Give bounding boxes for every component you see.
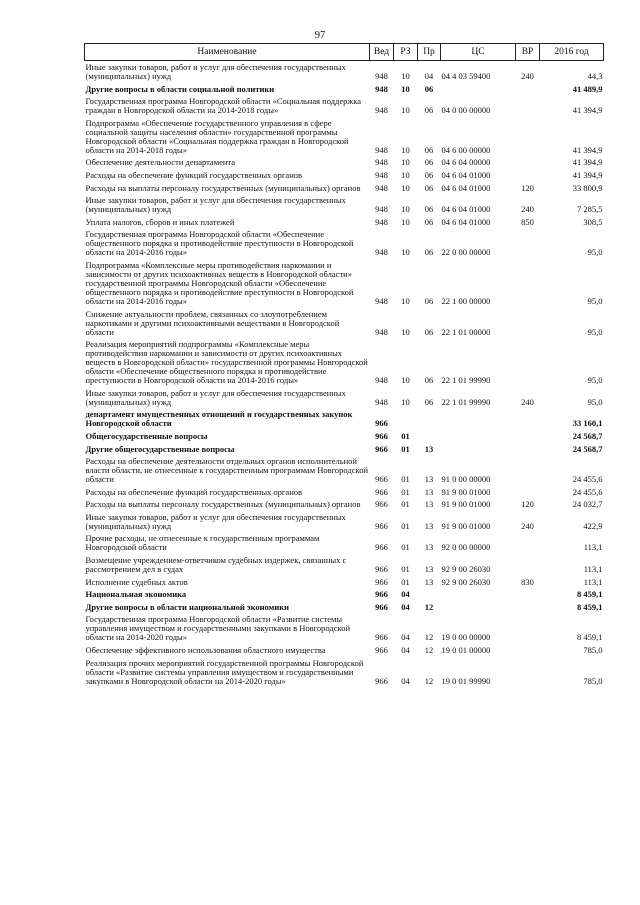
- table-header-row: [85, 44, 604, 61]
- table-row: [85, 588, 604, 601]
- cell-ved: 948: [375, 169, 388, 180]
- cell-ved: 948: [375, 396, 388, 407]
- table-row: [85, 408, 604, 430]
- cell-amount: 95,0: [587, 396, 603, 407]
- table-row: [85, 338, 604, 387]
- cell-rz: 01: [401, 564, 410, 575]
- cell-ved: 948: [375, 83, 388, 94]
- cell-vr: [516, 601, 540, 614]
- cell-ved: 948: [375, 105, 388, 116]
- cell-amount: 113,1: [583, 564, 603, 575]
- cell-cs: 04 0 00 00000: [441, 105, 491, 116]
- cell-rz: 01: [401, 486, 410, 497]
- cell-name: Государственная программа Новгородской области «Социальная поддержка граждан в Новгородской области на 2014-2018 годы»: [85, 96, 362, 116]
- cell-pr: 06: [424, 375, 434, 386]
- cell-vr: [516, 408, 540, 430]
- table-row: [85, 156, 604, 169]
- cell-vr: [516, 455, 540, 486]
- cell-amount: 41 394,9: [572, 105, 603, 116]
- header-name: Наименование: [85, 44, 370, 61]
- cell-rz: 01: [401, 443, 410, 454]
- cell-amount: 8 459,1: [577, 589, 603, 600]
- cell-vr: [516, 259, 540, 308]
- cell-pr: 13: [424, 576, 434, 587]
- table-body: [85, 61, 604, 688]
- cell-name: департамент имущественных отношений и государственных закупок Новгородской области: [85, 409, 353, 429]
- cell-cs: 91 9 00 01000: [441, 486, 491, 497]
- cell-cs: 22 1 01 00000: [441, 326, 491, 337]
- cell-ved: 966: [375, 675, 388, 686]
- cell-name: Реализация мероприятий подпрограммы «Комплексные меры противодействия наркомании и зависимости от других психоактивных веществ в Новгородской области» государственной программы Новгородской области «Обеспечение общественного порядка и противодействие преступности в Новгородской области на 2014-2016 годы»: [85, 339, 368, 386]
- cell-cs: 04 4 03 59400: [441, 71, 491, 81]
- cell-cs: 04 6 04 01000: [441, 169, 491, 180]
- cell-pr: 06: [424, 182, 434, 193]
- cell-vr: [516, 613, 540, 644]
- cell-cs: 91 9 00 01000: [441, 520, 491, 531]
- cell-vr: 240: [521, 204, 534, 215]
- cell-vr: 830: [521, 576, 534, 587]
- cell-vr: [516, 554, 540, 576]
- cell-ved: 948: [375, 71, 388, 81]
- cell-vr: 240: [521, 520, 534, 531]
- cell-name: Реализация прочих мероприятий государственной программы Новгородской области «Развитие системы управления имуществом и государственными закупками в Новгородской области на 2014-2020 годы»: [85, 657, 364, 686]
- cell-name: Расходы на обеспечение функций государственных органов: [85, 486, 303, 497]
- cell-cs: 92 0 00 00000: [441, 542, 491, 553]
- table-row: [85, 601, 604, 614]
- cell-vr: [516, 228, 540, 259]
- cell-vr: [516, 486, 540, 499]
- table-row: [85, 644, 604, 657]
- cell-pr: 13: [424, 542, 434, 553]
- cell-name: Обеспечение эффективного использования областного имущества: [85, 645, 326, 656]
- cell-amount: 785,0: [583, 645, 603, 656]
- cell-pr: 13: [424, 443, 434, 454]
- cell-name: Иные закупки товаров, работ и услуг для обеспечения государственных (муниципальных) нужд: [85, 195, 346, 215]
- cell-ved: 966: [375, 601, 388, 612]
- cell-cs: 04 6 04 00000: [441, 157, 491, 168]
- cell-rz: 10: [401, 83, 410, 94]
- cell-vr: [516, 657, 540, 688]
- cell-ved: 948: [375, 204, 388, 215]
- cell-amount: 95,0: [587, 326, 603, 337]
- cell-rz: 04: [401, 589, 410, 600]
- cell-vr: [516, 95, 540, 117]
- cell-cs: 22 1 00 00000: [441, 295, 491, 306]
- cell-rz: 10: [401, 295, 410, 306]
- cell-amount: 422,9: [583, 520, 603, 531]
- cell-pr: 06: [424, 247, 434, 258]
- cell-rz: [394, 408, 418, 430]
- table-row: [85, 554, 604, 576]
- cell-name: Общегосударственные вопросы: [85, 430, 208, 441]
- cell-amount: 24 455,6: [572, 474, 603, 485]
- cell-cs: 22 1 01 99990: [441, 396, 491, 407]
- cell-name: Иные закупки товаров, работ и услуг для обеспечения государственных (муниципальных) нужд: [85, 387, 346, 407]
- cell-cs: 19 0 01 99990: [441, 675, 491, 686]
- cell-vr: [516, 588, 540, 601]
- cell-amount: 113,1: [583, 542, 603, 553]
- cell-name: Другие общегосударственные вопросы: [85, 443, 235, 454]
- cell-name: Исполнение судебных актов: [85, 576, 188, 587]
- cell-ved: 948: [375, 326, 388, 337]
- cell-vr: 120: [521, 499, 534, 510]
- cell-rz: 01: [401, 576, 410, 587]
- cell-pr: 13: [424, 564, 434, 575]
- cell-name: Иные закупки товаров, работ и услуг для обеспечения государственных (муниципальных) нужд: [85, 62, 346, 81]
- cell-cs: 92 9 00 26030: [441, 576, 491, 587]
- cell-ved: 948: [375, 182, 388, 193]
- cell-cs: 91 9 00 01000: [441, 499, 491, 510]
- cell-cs: [441, 430, 516, 443]
- cell-rz: 01: [401, 499, 410, 510]
- cell-amount: 41 394,9: [572, 169, 603, 180]
- cell-amount: 41 489,9: [572, 83, 603, 94]
- cell-ved: 948: [375, 157, 388, 168]
- header-cs: ЦС: [441, 44, 516, 61]
- cell-rz: 04: [401, 601, 410, 612]
- page-number: 97: [314, 30, 326, 41]
- table-row: [85, 387, 604, 409]
- table-row: [85, 455, 604, 486]
- cell-cs: 22 1 01 99990: [441, 375, 491, 386]
- cell-name: Другие вопросы в области социальной политики: [85, 83, 275, 94]
- cell-rz: 04: [401, 675, 410, 686]
- cell-vr: 240: [521, 396, 534, 407]
- table-row: [85, 259, 604, 308]
- cell-ved: 948: [375, 216, 388, 227]
- cell-amount: 308,5: [583, 216, 603, 227]
- cell-cs: [441, 408, 516, 430]
- cell-pr: 06: [424, 83, 434, 94]
- cell-amount: 41 394,9: [572, 144, 603, 155]
- cell-pr: 06: [424, 326, 434, 337]
- cell-ved: 966: [375, 576, 388, 587]
- cell-ved: 966: [375, 564, 388, 575]
- cell-pr: 06: [424, 216, 434, 227]
- cell-pr: 04: [424, 71, 434, 81]
- cell-ved: 966: [375, 474, 388, 485]
- cell-vr: [516, 338, 540, 387]
- cell-pr: 13: [424, 520, 434, 531]
- cell-pr: 06: [424, 144, 434, 155]
- table-row: [85, 430, 604, 443]
- cell-rz: 10: [401, 396, 410, 407]
- cell-cs: 91 0 00 00000: [441, 474, 491, 485]
- cell-pr: 12: [424, 675, 434, 686]
- cell-name: Снижение актуальности проблем, связанных со злоупотреблением наркотиками и другими психоактивными веществами в Новгородской области: [85, 308, 340, 337]
- cell-pr: 12: [424, 645, 434, 656]
- header-ved: Вед: [370, 44, 394, 61]
- table-row: [85, 613, 604, 644]
- cell-pr: 06: [424, 396, 434, 407]
- cell-ved: 948: [375, 247, 388, 258]
- cell-pr: 06: [424, 157, 434, 168]
- cell-name: Государственная программа Новгородской области «Развитие системы управления имуществом и государственными закупками в Новгородской области на 2014-2020 годы»: [85, 614, 351, 643]
- cell-amount: 41 394,9: [572, 157, 603, 168]
- cell-amount: 33 800,9: [572, 182, 603, 193]
- cell-ved: 948: [375, 375, 388, 386]
- cell-amount: 95,0: [587, 295, 603, 306]
- cell-rz: 10: [401, 326, 410, 337]
- cell-cs: [441, 443, 516, 456]
- header-rz: РЗ: [394, 44, 418, 61]
- cell-ved: 966: [375, 430, 388, 441]
- cell-amount: 24 568,7: [572, 430, 603, 441]
- cell-rz: 10: [401, 247, 410, 258]
- table-row: [85, 228, 604, 259]
- cell-vr: [516, 430, 540, 443]
- cell-pr: [418, 408, 441, 430]
- cell-cs: 04 6 00 00000: [441, 144, 491, 155]
- cell-rz: 10: [401, 182, 410, 193]
- cell-ved: 966: [375, 443, 388, 454]
- cell-amount: 8 459,1: [577, 601, 603, 612]
- cell-ved: 966: [375, 589, 388, 600]
- table-row: [85, 511, 604, 533]
- table-row: [85, 169, 604, 182]
- cell-rz: 04: [401, 645, 410, 656]
- cell-rz: 10: [401, 216, 410, 227]
- cell-vr: 120: [521, 182, 534, 193]
- cell-vr: [516, 644, 540, 657]
- table-row: [85, 498, 604, 511]
- cell-rz: 01: [401, 474, 410, 485]
- table-row: [85, 182, 604, 195]
- cell-rz: 04: [401, 632, 410, 643]
- cell-amount: 24 032,7: [572, 499, 603, 510]
- cell-vr: [516, 156, 540, 169]
- cell-ved: 966: [375, 486, 388, 497]
- table-row: [85, 83, 604, 96]
- cell-cs: 19 0 01 00000: [441, 645, 491, 656]
- cell-name: Обеспечение деятельности департамента: [85, 157, 235, 168]
- table-row: [85, 532, 604, 554]
- cell-pr: 13: [424, 499, 434, 510]
- table-row: [85, 61, 604, 83]
- table-row: [85, 576, 604, 589]
- table-row: [85, 194, 604, 216]
- cell-ved: 966: [375, 645, 388, 656]
- cell-rz: 10: [401, 169, 410, 180]
- cell-name: Прочие расходы, не отнесенные к государственным программам Новгородской области: [85, 533, 320, 553]
- header-amount: 2016 год: [540, 44, 604, 61]
- cell-pr: [418, 430, 441, 443]
- cell-vr: [516, 117, 540, 157]
- cell-vr: [516, 532, 540, 554]
- cell-amount: 7 285,5: [577, 204, 603, 215]
- cell-pr: 12: [424, 632, 434, 643]
- cell-cs: 22 0 00 00000: [441, 247, 491, 258]
- cell-vr: [516, 308, 540, 339]
- cell-name: Подпрограмма «Комплексные меры противодействия наркомании и зависимости от других психоактивных веществ в Новгородской области» государственной программы Новгородской области «Обеспечение общественного порядка и противодействие преступности в Новгородской области на 2014-2016 годы»: [85, 259, 354, 306]
- cell-amount: 24 568,7: [572, 443, 603, 454]
- cell-vr: [516, 169, 540, 182]
- header-vr: ВР: [516, 44, 540, 61]
- cell-cs: 92 9 00 26030: [441, 564, 491, 575]
- table-row: [85, 95, 604, 117]
- cell-amount: 113,1: [583, 576, 603, 587]
- cell-pr: 06: [424, 204, 434, 215]
- cell-pr: 13: [424, 486, 434, 497]
- cell-ved: 966: [375, 520, 388, 531]
- table-row: [85, 657, 604, 688]
- cell-vr: [516, 443, 540, 456]
- table-row: [85, 216, 604, 229]
- cell-pr: 06: [424, 105, 434, 116]
- cell-name: Национальная экономика: [85, 589, 187, 600]
- cell-name: Уплата налогов, сборов и иных платежей: [85, 216, 235, 227]
- cell-ved: 966: [375, 499, 388, 510]
- cell-rz: 01: [401, 520, 410, 531]
- cell-pr: 13: [424, 474, 434, 485]
- cell-name: Иные закупки товаров, работ и услуг для обеспечения государственных (муниципальных) нужд: [85, 511, 346, 531]
- cell-amount: 24 455,6: [572, 486, 603, 497]
- cell-name: Расходы на обеспечение функций государственных органов: [85, 169, 303, 180]
- cell-name: Возмещение учреждением-ответчиком судебных издержек, связанных с рассмотрением дел в судах: [85, 555, 347, 575]
- cell-vr: 850: [521, 216, 534, 227]
- cell-amount: 785,0: [583, 675, 603, 686]
- table-row: [85, 308, 604, 339]
- cell-amount: 95,0: [587, 247, 603, 258]
- cell-rz: 01: [401, 542, 410, 553]
- cell-ved: 966: [375, 542, 388, 553]
- cell-ved: 966: [375, 418, 388, 429]
- cell-rz: 10: [401, 105, 410, 116]
- cell-rz: 01: [401, 430, 410, 441]
- cell-name: Расходы на выплаты персоналу государственных (муниципальных) органов: [85, 182, 361, 193]
- cell-cs: 04 6 04 01000: [441, 204, 491, 215]
- header-pr: Пр: [418, 44, 441, 61]
- cell-ved: 948: [375, 295, 388, 306]
- cell-rz: 10: [401, 157, 410, 168]
- cell-ved: 948: [375, 144, 388, 155]
- cell-vr: [516, 83, 540, 96]
- cell-amount: 8 459,1: [577, 632, 603, 643]
- cell-cs: 19 0 00 00000: [441, 632, 491, 643]
- budget-table: [84, 43, 604, 687]
- cell-rz: 10: [401, 144, 410, 155]
- cell-name: Подпрограмма «Обеспечение государственного управления в сфере социальной защиты населения области» государственной программы Новгородской области «Социальная поддержка граждан в Новгородской области на 2014-2018 годы»: [85, 117, 349, 155]
- cell-amount: 95,0: [587, 375, 603, 386]
- cell-rz: 10: [401, 375, 410, 386]
- cell-amount: 33 160,1: [572, 418, 603, 429]
- cell-cs: [441, 83, 516, 96]
- cell-vr: 240: [521, 71, 534, 81]
- table-row: [85, 486, 604, 499]
- cell-ved: 966: [375, 632, 388, 643]
- cell-amount: 44,3: [587, 71, 603, 81]
- cell-cs: [441, 601, 516, 614]
- cell-pr: [418, 588, 441, 601]
- cell-pr: 06: [424, 295, 434, 306]
- cell-name: Другие вопросы в области национальной экономики: [85, 601, 290, 612]
- cell-rz: 10: [401, 204, 410, 215]
- cell-name: Государственная программа Новгородской области «Обеспечение общественного порядка и противодействие преступности в Новгородской области на 2014-2016 годы»: [85, 229, 354, 258]
- cell-rz: 10: [401, 71, 410, 81]
- cell-name: Расходы на выплаты персоналу государственных (муниципальных) органов: [85, 499, 361, 510]
- table-row: [85, 117, 604, 157]
- cell-cs: 04 6 04 01000: [441, 216, 491, 227]
- cell-name: Расходы на обеспечение деятельности отдельных органов исполнительной власти области, не отнесенные к государственным программам Новгородской области: [85, 456, 368, 485]
- cell-pr: 06: [424, 169, 434, 180]
- cell-cs: [441, 588, 516, 601]
- cell-pr: 12: [424, 601, 434, 612]
- table-row: [85, 443, 604, 456]
- cell-cs: 04 6 04 01000: [441, 182, 491, 193]
